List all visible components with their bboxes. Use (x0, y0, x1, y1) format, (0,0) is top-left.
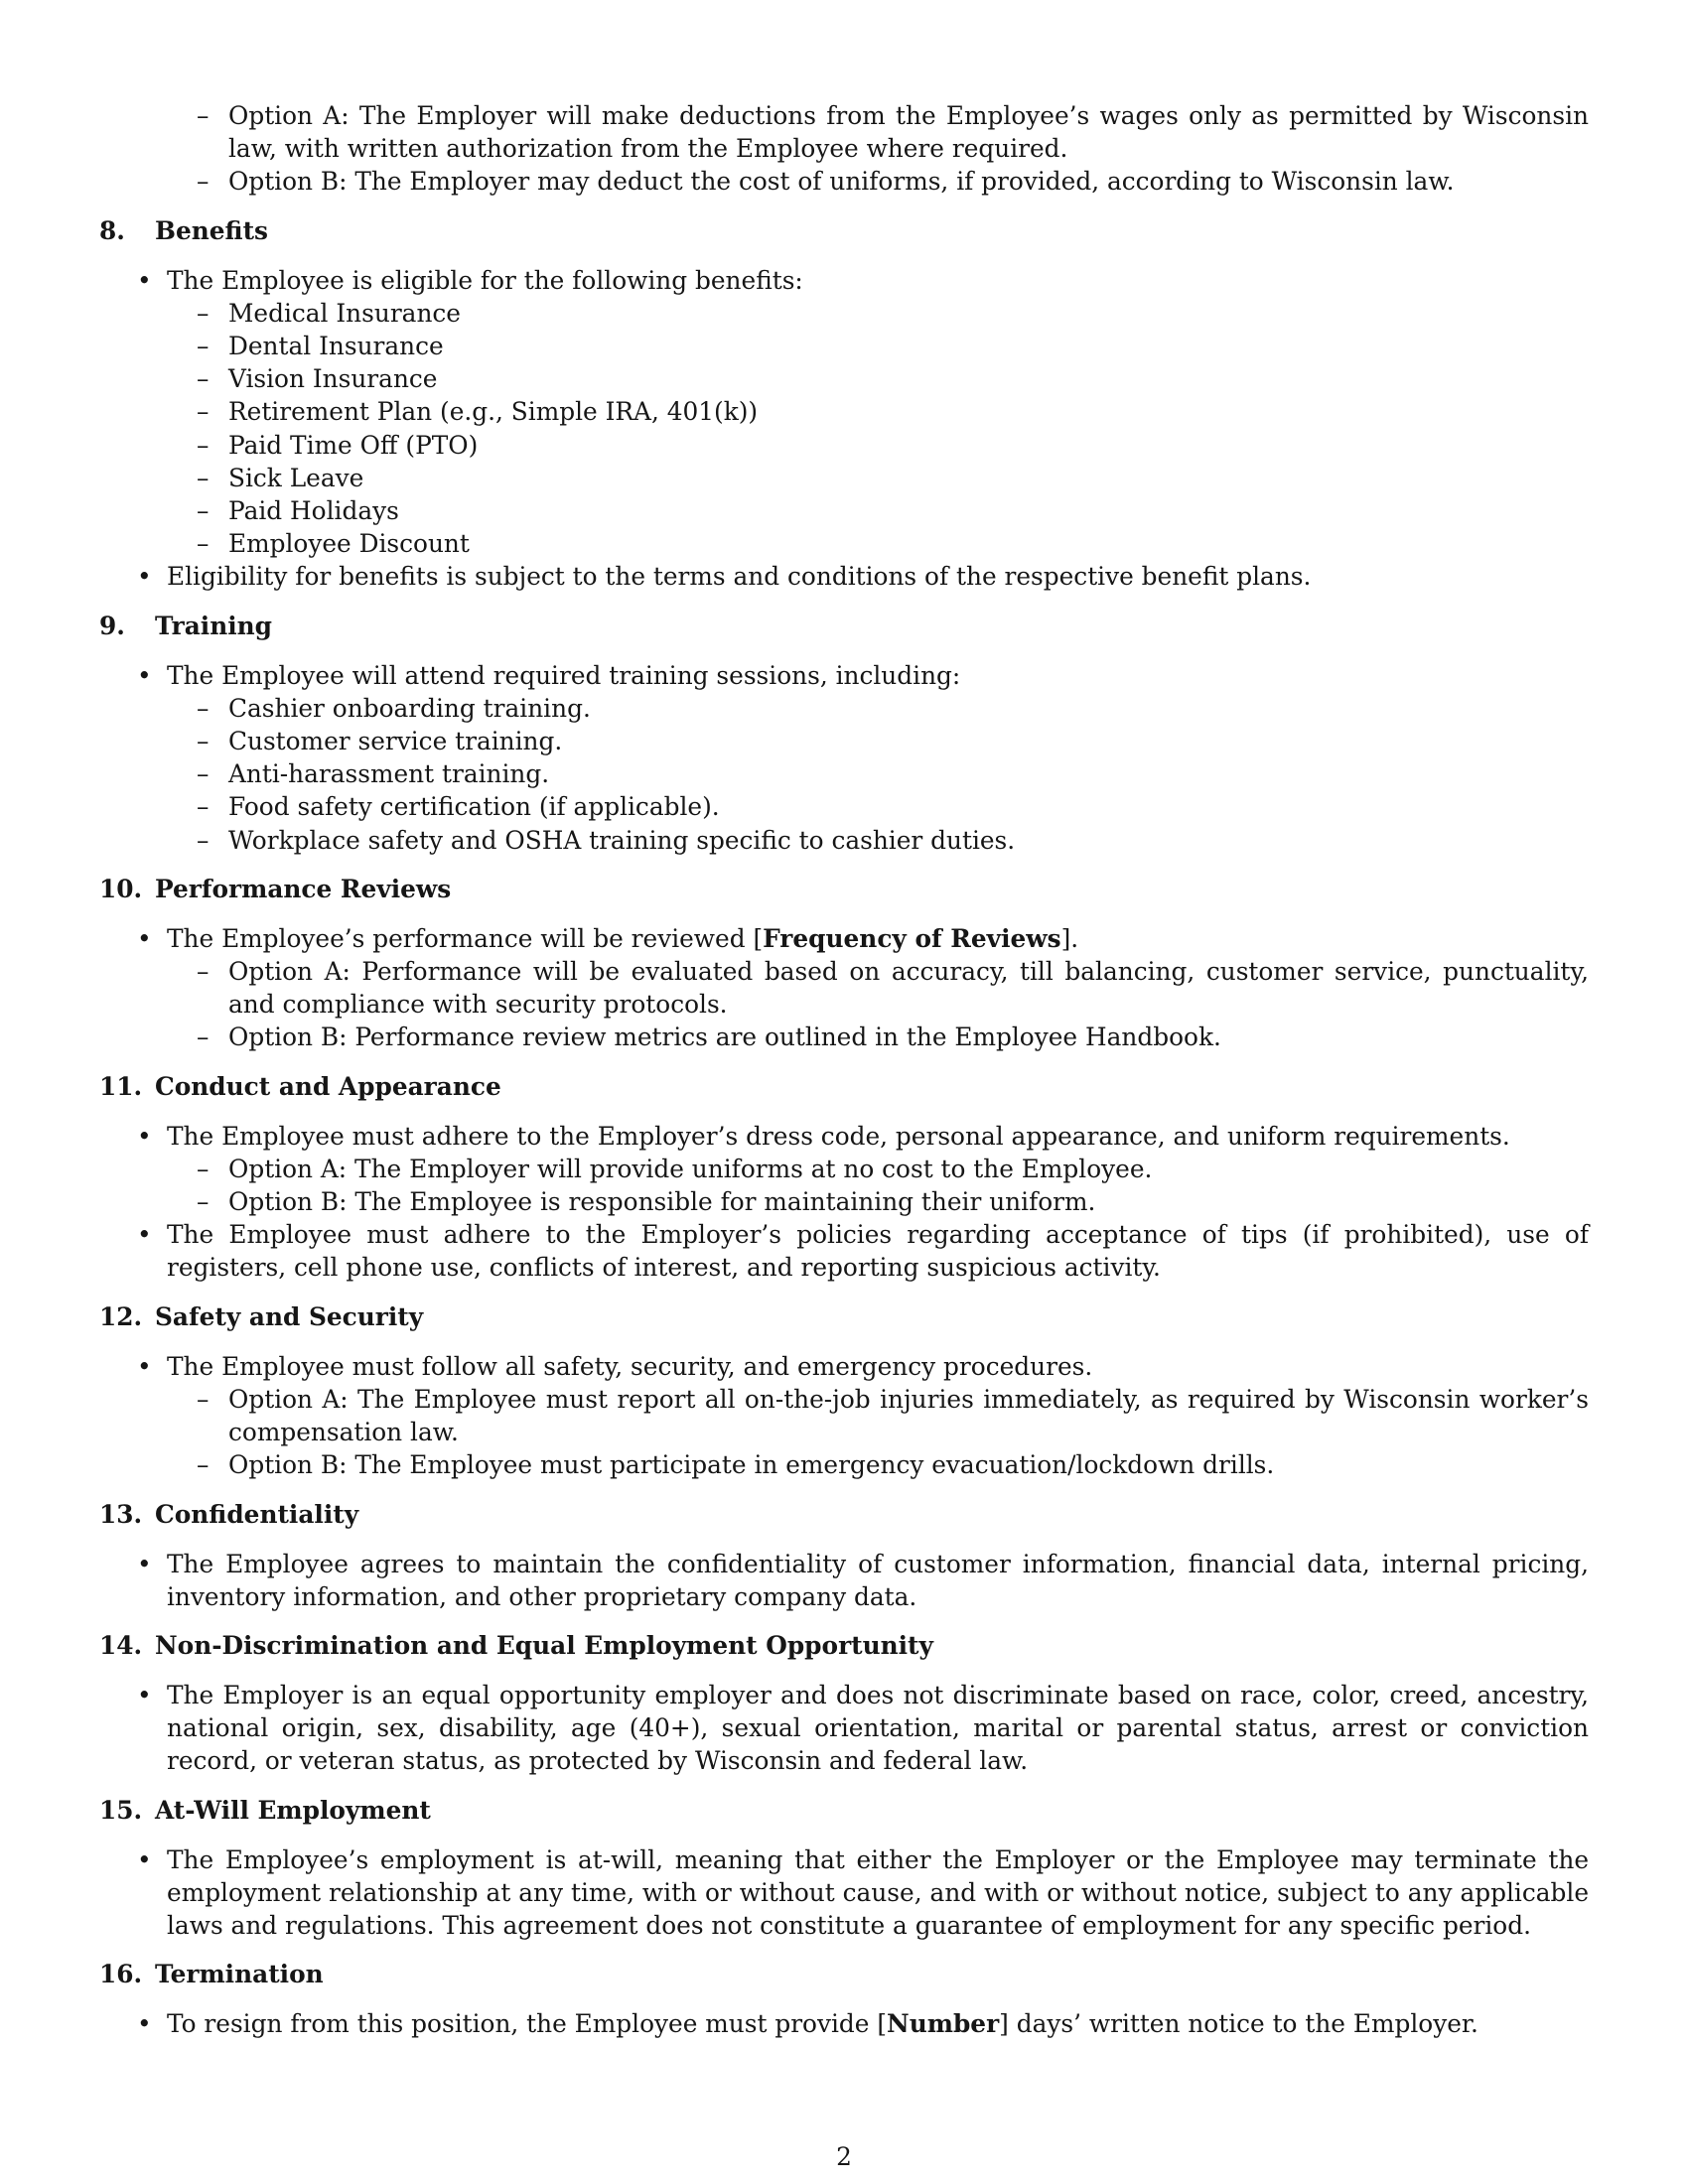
list-item: – Food safety certification (if applicable). (167, 790, 1589, 823)
bullet-item: • Eligibility for benefits is subject to the terms and conditions of the respective benefit plans. (99, 560, 1589, 593)
bullet-item: • The Employee is eligible for the following benefits: – Medical Insurance – Dental Insurance – Vision Insurance – Retirement Plan (e.g., Simple IRA, 401(k)) – Paid Time Off (PTO) – Sick Leave – Paid Holidays – Employee Discount (99, 264, 1589, 561)
section-at-will-employment (99, 1794, 1589, 1943)
section-heading: 15. At-Will Employment (99, 1795, 431, 1825)
list-item: – Sick Leave (167, 462, 1589, 494)
section-heading: 14. Non-Discrimination and Equal Employment Opportunity (99, 1630, 933, 1660)
continued-options (99, 99, 1589, 199)
list-item: – Paid Holidays (167, 494, 1589, 527)
list-item: – Vision Insurance (167, 362, 1589, 395)
section-heading: 16. Termination (99, 1960, 324, 1989)
section-conduct-appearance (99, 1070, 1589, 1285)
section-termination (99, 1958, 1589, 2040)
bullet-item: • The Employee must adhere to the Employer’s policies regarding acceptance of tips (if prohibited), use of registers, cell phone use, conflicts of interest, and reporting suspicious activity. (99, 1218, 1589, 1284)
list-item: – Option B: The Employee is responsible for maintaining their uniform. (167, 1185, 1589, 1218)
list-item: – Workplace safety and OSHA training specific to cashier duties. (167, 824, 1589, 857)
list-item: – Dental Insurance (167, 330, 1589, 362)
list-item: – Option A: Performance will be evaluated based on accuracy, till balancing, customer service, punctuality, and compliance with security protocols. (167, 955, 1589, 1021)
section-heading: 10. Performance Reviews (99, 874, 452, 903)
section-non-discrimination (99, 1629, 1589, 1778)
list-item: – Option B: Performance review metrics are outlined in the Employee Handbook. (167, 1021, 1589, 1053)
section-heading: 8. Benefits (99, 215, 268, 245)
list-item: – Cashier onboarding training. (167, 692, 1589, 725)
placeholder-frequency: Frequency of Reviews (763, 923, 1061, 953)
section-heading: 12. Safety and Security (99, 1301, 424, 1331)
section-safety-security (99, 1300, 1589, 1482)
list-item: – Option A: The Employer will make deductions from the Employee’s wages only as permitted by Wisconsin law, with written authorization from the Employee where required. (167, 99, 1589, 165)
list-item: – Employee Discount (167, 527, 1589, 560)
bullet-item: • The Employee must follow all safety, security, and emergency procedures. – Option A: The Employee must report all on-the-job injuries immediately, as required by Wisconsin worker’s compensation law. – Option B: The Employee must participate in emergency evacuation/lockdown drills. (99, 1350, 1589, 1482)
page-number: 2 (836, 2142, 852, 2171)
bullet-item: • The Employer is an equal opportunity employer and does not discriminate based on race, color, creed, ancestry, national origin, sex, disability, age (40+), sexual orientation, marital or parental status, arrest or conviction record, or veteran status, as protected by Wisconsin and federal law. (99, 1679, 1589, 1778)
list-item: – Option A: The Employer will provide uniforms at no cost to the Employee. (167, 1153, 1589, 1185)
bullet-item: • The Employee agrees to maintain the confidentiality of customer information, financial data, internal pricing, inventory information, and other proprietary company data. (99, 1548, 1589, 1613)
section-benefits (99, 214, 1589, 594)
section-heading: 13. Confidentiality (99, 1499, 359, 1529)
section-heading: 11. Conduct and Appearance (99, 1071, 501, 1101)
list-item: – Retirement Plan (e.g., Simple IRA, 401(k)) (167, 395, 1589, 428)
list-item: – Option B: The Employer may deduct the cost of uniforms, if provided, according to Wisconsin law. (167, 165, 1589, 198)
section-training (99, 610, 1589, 857)
list-item: – Customer service training. (167, 725, 1589, 757)
list-item: – Paid Time Off (PTO) (167, 429, 1589, 462)
list-item: – Anti-harassment training. (167, 757, 1589, 790)
section-confidentiality (99, 1498, 1589, 1613)
bullet-item: • The Employee must adhere to the Employer’s dress code, personal appearance, and uniform requirements. – Option A: The Employer will provide uniforms at no cost to the Employee. – Option B: The Employee is responsible for maintaining their uniform. (99, 1120, 1589, 1219)
bullet-item: • The Employee’s employment is at-will, meaning that either the Employer or the Employee may terminate the employment relationship at any time, with or without cause, and with or without notice, subject to any applicable laws and regulations. This agreement does not constitute a guarantee of employment for any specific period. (99, 1843, 1589, 1943)
bullet-item: • The Employee will attend required training sessions, including: – Cashier onboarding training. – Customer service training. – Anti-harassment training. – Food safety certification (if applicable). – Workplace safety and OSHA training specific to cashier duties. (99, 659, 1589, 857)
section-performance-reviews (99, 873, 1589, 1054)
section-heading: 9. Training (99, 611, 273, 640)
document-body (99, 99, 1589, 2056)
list-item: – Option A: The Employee must report all on-the-job injuries immediately, as required by Wisconsin worker’s compensation law. (167, 1383, 1589, 1448)
bullet-item: • The Employee’s performance will be reviewed [Frequency of Reviews]. – Option A: Performance will be evaluated based on accuracy, till balancing, customer service, punctuality, and compliance with security protocols. – Option B: Performance review metrics are outlined in the Employee Handbook. (99, 922, 1589, 1054)
placeholder-number: Number (887, 2009, 1000, 2039)
bullet-item: • To resign from this position, the Employee must provide [Number] days’ written notice to the Employer. (99, 2007, 1589, 2040)
list-item: – Option B: The Employee must participate in emergency evacuation/lockdown drills. (167, 1448, 1589, 1481)
list-item: – Medical Insurance (167, 297, 1589, 330)
